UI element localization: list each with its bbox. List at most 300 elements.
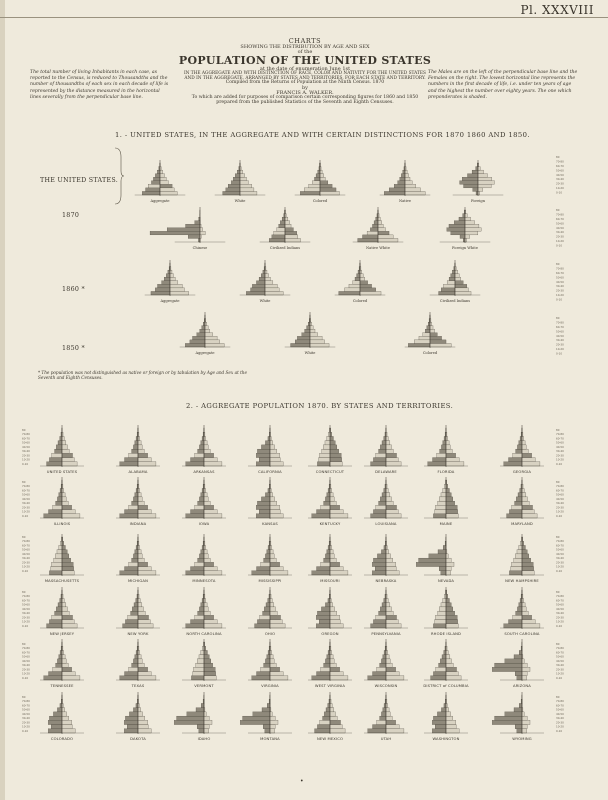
male-bar (297, 336, 310, 340)
pyramid-caption: NEW YORK (127, 632, 149, 636)
female-bar (386, 620, 398, 624)
male-bar (256, 514, 270, 518)
male-bar (58, 603, 62, 607)
female-bar (138, 729, 151, 733)
male-bar (201, 550, 204, 554)
pyramid-white (215, 160, 266, 203)
male-bar (439, 497, 446, 501)
main-title: POPULATION OF THE UNITED STATES (178, 54, 432, 68)
male-bar (155, 174, 160, 178)
male-bar (186, 224, 200, 228)
male-bar (282, 217, 285, 221)
male-bar (132, 449, 138, 453)
female-bar (270, 598, 272, 602)
pyramid-kansas (248, 477, 292, 526)
female-bar (200, 228, 203, 232)
female-bar (204, 558, 210, 562)
male-bar (324, 501, 330, 505)
male-bar (368, 729, 386, 733)
male-bar (268, 436, 270, 440)
male-bar (264, 663, 270, 667)
female-bar (270, 611, 277, 615)
male-bar (319, 458, 330, 462)
female-bar (204, 663, 213, 667)
female-bar (270, 445, 275, 449)
female-bar (270, 510, 280, 514)
pyramid-white (285, 312, 336, 355)
male-bar (357, 274, 360, 278)
female-bar (285, 238, 301, 242)
female-bar (446, 624, 458, 628)
female-bar (62, 659, 66, 663)
male-bar (314, 177, 320, 181)
female-bar (138, 708, 141, 712)
male-bar (56, 663, 62, 667)
age-scale (556, 316, 564, 356)
male-bar (256, 453, 270, 457)
female-bar (62, 449, 69, 453)
male-bar (440, 659, 446, 663)
title-line-5: at the date of enumeration June 1st (259, 65, 351, 72)
male-bar (403, 170, 405, 174)
male-bar (125, 672, 138, 676)
female-bar (386, 663, 392, 667)
male-bar (186, 571, 204, 575)
pyramid-dakota (116, 692, 160, 741)
male-bar (322, 449, 330, 453)
pyramid-caption: Native White (366, 246, 390, 250)
pyramid-native-white (353, 207, 404, 250)
age-tick: 20-30 (22, 505, 30, 510)
male-bar (132, 501, 138, 505)
male-bar (151, 181, 160, 185)
pyramid-foreign-white (440, 207, 491, 250)
age-tick: 50-60 (556, 707, 564, 712)
age-tick: 20-30 (556, 453, 564, 458)
female-bar (405, 188, 421, 192)
male-bar (56, 445, 62, 449)
female-bar (204, 445, 208, 449)
male-bar (439, 291, 455, 295)
female-bar (62, 716, 69, 720)
age-tick: 0-10 (556, 513, 563, 518)
age-tick: 10-20 (556, 186, 564, 191)
female-bar (386, 729, 404, 733)
female-bar (386, 624, 401, 628)
female-bar (330, 453, 341, 457)
male-bar (358, 270, 360, 274)
pyramid-caption: GEORGIA (512, 470, 532, 474)
age-tick: 20-30 (22, 667, 30, 672)
female-bar (62, 514, 80, 518)
female-bar (330, 462, 342, 466)
female-bar (330, 663, 336, 667)
female-bar (204, 510, 217, 514)
female-bar (160, 191, 177, 195)
male-bar (124, 729, 138, 733)
male-bar (317, 510, 330, 514)
female-bar (330, 449, 339, 453)
male-bar (53, 505, 62, 509)
female-bar (62, 458, 74, 462)
male-bar (444, 703, 446, 707)
male-bar (226, 188, 240, 192)
male-bar (262, 708, 270, 712)
female-bar (138, 514, 156, 518)
male-bar (355, 277, 360, 281)
female-bar (386, 650, 388, 654)
female-bar (386, 611, 393, 615)
pyramid-caption: MAINE (439, 522, 453, 526)
male-bar (495, 716, 522, 720)
female-bar (138, 667, 148, 671)
pyramid-oregon (308, 587, 352, 636)
male-bar (185, 343, 205, 347)
age-tick: 40-50 (556, 279, 564, 284)
male-bar (48, 729, 62, 733)
pyramid-caption: INDIANA (129, 522, 147, 526)
age-tick: 60-70 (556, 270, 564, 275)
pyramid-california (248, 425, 292, 474)
male-bar (376, 453, 386, 457)
title-line-2: SHOWING THE DISTRIBUTION BY AGE AND SEX (240, 43, 370, 50)
female-bar (138, 488, 140, 492)
male-bar (261, 562, 270, 566)
male-bar (374, 221, 378, 225)
pyramid-virginia (248, 639, 292, 688)
female-bar (465, 214, 467, 218)
female-bar (204, 493, 207, 497)
female-bar (138, 510, 151, 514)
male-bar (383, 655, 386, 659)
male-bar (196, 708, 204, 712)
pyramid-caption: VERMONT (194, 684, 214, 688)
female-bar (62, 453, 73, 457)
age-tick: 20-30 (556, 667, 564, 672)
female-bar (405, 181, 412, 185)
male-bar (312, 676, 330, 680)
female-bar (360, 277, 365, 281)
female-bar (138, 598, 140, 602)
female-bar (270, 672, 283, 676)
age-tick: 50-60 (556, 329, 564, 334)
male-bar (509, 620, 522, 624)
male-bar (452, 270, 455, 274)
female-bar (446, 598, 449, 602)
female-bar (378, 235, 393, 239)
male-bar (381, 659, 386, 663)
male-bar (317, 462, 330, 466)
male-bar (428, 322, 430, 326)
female-bar (386, 445, 391, 449)
pyramid-caption: KENTUCKY (319, 522, 341, 526)
male-bar (259, 277, 265, 281)
male-bar (193, 672, 204, 676)
female-bar (62, 550, 67, 554)
female-bar (204, 659, 211, 663)
female-bar (204, 624, 222, 628)
female-bar (386, 462, 401, 466)
age-tick: 40-50 (556, 496, 564, 501)
female-bar (265, 274, 269, 278)
female-bar (522, 505, 533, 509)
female-bar (430, 329, 435, 333)
female-bar (430, 340, 446, 344)
female-bar (138, 441, 141, 445)
female-bar (478, 181, 494, 185)
female-bar (62, 510, 75, 514)
male-bar (381, 712, 386, 716)
female-bar (270, 607, 275, 611)
male-bar (514, 558, 522, 562)
male-bar (467, 174, 478, 178)
pyramid-caption: MONTANA (260, 737, 280, 741)
pyramid-caption: WEST VIRGINIA (314, 684, 346, 688)
male-bar (295, 340, 310, 344)
pyramid-florida (424, 425, 468, 474)
male-bar (514, 708, 522, 712)
age-tick: 20-30 (556, 181, 564, 186)
female-bar (405, 184, 416, 188)
male-bar (235, 174, 240, 178)
male-bar (519, 441, 522, 445)
female-bar (405, 177, 410, 181)
age-scale (556, 535, 564, 573)
female-bar (446, 611, 455, 615)
age-tick: 80 (556, 695, 560, 699)
female-bar (138, 655, 141, 659)
male-bar (432, 729, 446, 733)
male-bar (384, 650, 386, 654)
male-bar (460, 181, 478, 185)
male-bar (433, 458, 446, 462)
male-bar (157, 170, 160, 174)
male-bar (520, 436, 522, 440)
male-bar (253, 712, 270, 716)
male-bar (201, 603, 204, 607)
female-bar (240, 188, 254, 192)
male-bar (133, 445, 138, 449)
age-tick: 60-70 (556, 436, 564, 441)
female-bar (378, 228, 385, 232)
female-bar (386, 615, 397, 619)
female-bar (330, 445, 337, 449)
age-tick: 30-40 (22, 663, 30, 668)
pyramid-colored (295, 160, 346, 203)
female-bar (138, 659, 142, 663)
male-bar (519, 650, 522, 654)
age-tick: 30-40 (556, 501, 564, 506)
age-tick: 70-80 (22, 646, 30, 651)
female-bar (360, 291, 381, 295)
female-bar (330, 497, 334, 501)
female-bar (386, 725, 399, 729)
female-bar (310, 336, 322, 340)
pyramid-new-york (116, 587, 160, 636)
pyramid-caption: CONNECTICUT (315, 470, 345, 474)
age-tick: 0-10 (22, 728, 29, 733)
female-bar (204, 458, 217, 462)
male-bar (55, 554, 62, 558)
female-bar (240, 184, 252, 188)
female-bar (138, 676, 156, 680)
age-tick: 40-50 (22, 658, 30, 663)
male-bar (58, 441, 62, 445)
female-bar (522, 436, 524, 440)
female-bar (455, 291, 471, 295)
male-bar (372, 224, 378, 228)
male-bar (202, 545, 204, 549)
male-bar (441, 571, 446, 575)
age-tick: 80 (556, 480, 560, 484)
male-bar (51, 725, 62, 729)
age-tick: 80 (556, 208, 560, 212)
female-bar (204, 607, 208, 611)
female-bar (386, 598, 388, 602)
male-bar (265, 493, 270, 497)
male-bar (312, 571, 330, 575)
female-bar (204, 488, 206, 492)
female-bar (62, 493, 65, 497)
female-bar (138, 712, 143, 716)
age-tick: 30-40 (556, 556, 564, 561)
male-bar (438, 611, 446, 615)
male-bar (441, 708, 446, 712)
male-bar (135, 493, 138, 497)
female-bar (378, 217, 380, 221)
female-bar (138, 650, 140, 654)
age-tick: 10-20 (556, 457, 564, 462)
female-bar (285, 221, 290, 225)
male-bar (60, 650, 62, 654)
female-bar (270, 554, 274, 558)
age-tick: 70-80 (22, 539, 30, 544)
male-bar (52, 453, 62, 457)
age-tick: 70-80 (556, 432, 564, 437)
female-bar (522, 676, 527, 680)
female-bar (455, 288, 468, 292)
male-bar (136, 436, 138, 440)
age-tick: 70-80 (556, 699, 564, 704)
male-bar (60, 598, 62, 602)
female-bar (430, 336, 442, 340)
female-bar (446, 650, 448, 654)
female-bar (170, 277, 175, 281)
female-bar (138, 493, 141, 497)
male-bar (432, 720, 446, 724)
female-bar (446, 659, 451, 663)
male-bar (511, 567, 522, 571)
age-scale (556, 642, 564, 680)
female-bar (446, 567, 451, 571)
female-bar (522, 550, 527, 554)
male-bar (512, 505, 522, 509)
male-bar (462, 177, 478, 181)
female-bar (330, 725, 342, 729)
female-bar (138, 558, 144, 562)
female-bar (522, 501, 529, 505)
male-bar (233, 177, 240, 181)
age-tick: 60-70 (556, 488, 564, 493)
age-tick: 40-50 (556, 711, 564, 716)
pyramid-alabama (116, 425, 160, 474)
pyramid-new-hampshire (500, 534, 544, 583)
male-bar (120, 514, 138, 518)
male-bar (307, 326, 310, 330)
author: FRANCIS A. WALKER. (276, 90, 334, 97)
female-bar (265, 284, 277, 288)
male-bar (324, 558, 330, 562)
female-bar (446, 554, 448, 558)
female-bar (204, 720, 212, 724)
age-tick: 30-40 (22, 449, 30, 454)
pyramid-wyoming (492, 692, 544, 741)
male-bar (384, 703, 386, 707)
age-tick: 50-60 (22, 707, 30, 712)
female-bar (138, 445, 142, 449)
female-bar (446, 458, 459, 462)
pyramid-caption: ALABAMA (128, 470, 148, 474)
female-bar (240, 181, 248, 185)
male-bar (514, 655, 522, 659)
age-scale (556, 695, 564, 733)
male-bar (327, 655, 330, 659)
male-bar (260, 615, 270, 619)
age-scale (556, 590, 564, 628)
male-bar (379, 501, 386, 505)
male-bar (49, 571, 62, 575)
male-bar (375, 567, 386, 571)
pyramid-caption: MINNESOTA (192, 579, 216, 583)
male-bar (135, 550, 138, 554)
pyramid-caption: LOUISIANA (375, 522, 397, 526)
pyramid-caption: MICHIGAN (127, 579, 149, 583)
male-bar (383, 708, 386, 712)
male-bar (261, 667, 270, 671)
pyramid-caption: ARKANSAS (193, 470, 215, 474)
male-bar (328, 545, 330, 549)
male-bar (504, 624, 522, 628)
female-bar (204, 562, 214, 566)
male-bar (148, 184, 160, 188)
male-bar (423, 333, 430, 337)
pyramid-arizona (492, 639, 544, 688)
male-bar (201, 493, 204, 497)
female-bar (62, 712, 67, 716)
male-bar (59, 545, 62, 549)
female-bar (270, 720, 278, 724)
male-bar (317, 567, 330, 571)
pyramid-aggregate (135, 160, 186, 203)
age-tick: 20-30 (22, 560, 30, 565)
male-bar (196, 663, 204, 667)
male-bar (268, 545, 270, 549)
female-bar (204, 554, 208, 558)
female-bar (330, 655, 333, 659)
female-bar (522, 545, 525, 549)
male-bar (202, 488, 204, 492)
female-bar (138, 615, 149, 619)
female-bar (62, 497, 66, 501)
female-bar (430, 322, 432, 326)
female-bar (310, 329, 315, 333)
male-bar (321, 607, 330, 611)
age-tick: 40-50 (556, 333, 564, 338)
male-bar (136, 598, 138, 602)
row-label-1850: 1850 * (62, 345, 85, 352)
male-bar (193, 667, 204, 671)
female-bar (446, 620, 458, 624)
